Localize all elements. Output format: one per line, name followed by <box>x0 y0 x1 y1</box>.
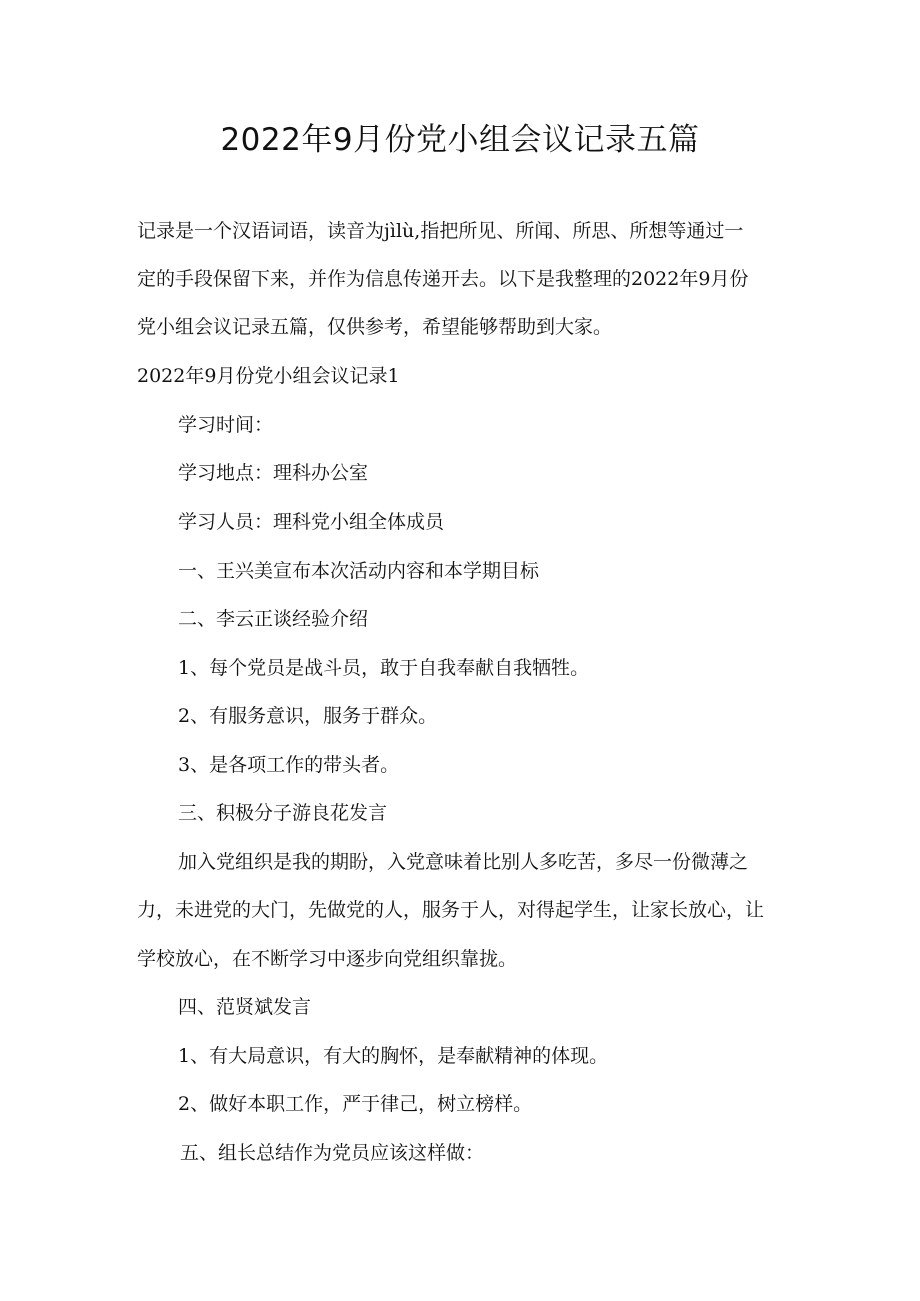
item-three: 三、积极分子游良花发言 <box>178 802 388 824</box>
speech-line-1: 加入党组织是我的期盼，入党意味着比别人多吃苦，多尽一份微薄之 <box>178 851 749 873</box>
section-heading: 2022年9月份党小组会议记录1 <box>137 365 400 387</box>
document-title: 2022年9月份党小组会议记录五篇 <box>220 122 700 158</box>
item-four-point-2: 2、做好本职工作，严于律己，树立榜样。 <box>178 1093 533 1115</box>
speech-line-3: 学校放心，在不断学习中逐步向党组织靠拢。 <box>137 948 518 970</box>
item-four: 四、范贤斌发言 <box>178 996 312 1018</box>
item-one: 一、王兴美宣布本次活动内容和本学期目标 <box>178 560 540 582</box>
speech-line-2: 力，未进党的大门，先做党的人，服务于人，对得起学生，让家长放心，让 <box>137 899 765 921</box>
study-location: 学习地点：理科办公室 <box>178 462 369 484</box>
intro-line-3: 党小组会议记录五篇，仅供参考，希望能够帮助到大家。 <box>137 316 613 338</box>
study-attendees: 学习人员：理科党小组全体成员 <box>178 511 445 533</box>
item-two-point-2: 2、有服务意识，服务于群众。 <box>178 705 438 727</box>
item-four-point-1: 1、有大局意识，有大的胸怀，是奉献精神的体现。 <box>178 1045 609 1067</box>
item-two-point-1: 1、每个党员是战斗员，敢于自我奉献自我牺牲。 <box>178 657 590 679</box>
study-time: 学习时间： <box>178 414 274 436</box>
intro-line-2: 定的手段保留下来，并作为信息传递开去。以下是我整理的2022年9月份 <box>137 268 749 290</box>
item-five: 五、组长总结作为党员应该这样做： <box>180 1142 485 1164</box>
item-two: 二、李云正谈经验介绍 <box>178 608 369 630</box>
item-two-point-3: 3、是各项工作的带头者。 <box>178 754 400 776</box>
intro-line-1: 记录是一个汉语词语，读音为jìlù,指把所见、所闻、所思、所想等通过一 <box>137 220 744 242</box>
